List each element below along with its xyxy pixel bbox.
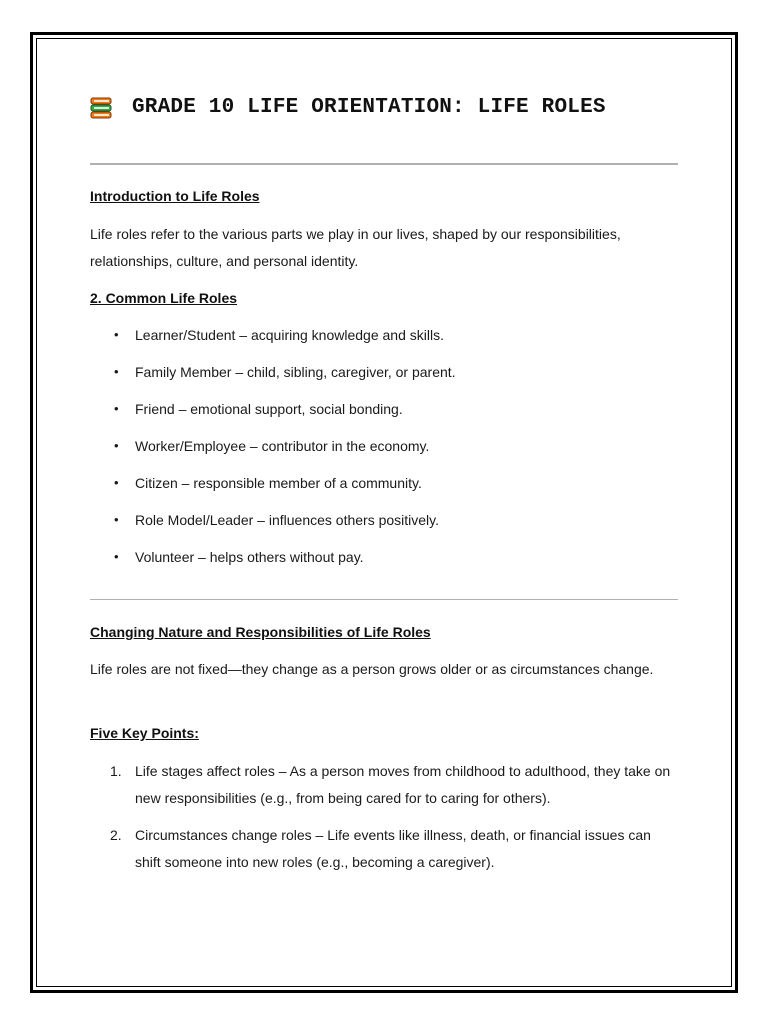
list-item-text: Life stages affect roles – As a person moves from childhood to adulthood, they take on new responsibilities (e.g., from being cared for to caring for others). (135, 763, 671, 806)
section-heading-changing-roles: Changing Nature and Responsibilities of Life Roles (90, 624, 431, 640)
list-item: • Family Member – child, sibling, caregiver, or parent. (90, 359, 456, 396)
list-number: 1. (110, 763, 122, 779)
section-heading-common-roles: 2. Common Life Roles (90, 290, 238, 306)
key-points-list (90, 758, 680, 886)
list-item-text: Circumstances change roles – Life events like illness, death, or financial issues can shift someone into new roles (e.g., becoming a caregiver). (135, 827, 651, 870)
list-item: • Learner/Student – acquiring knowledge and skills. (90, 322, 456, 359)
list-item: • Worker/Employee – contributor in the economy. (90, 433, 456, 470)
intro-paragraph: Life roles refer to the various parts we play in our lives, shaped by our responsibilities, relationships, culture, and personal identity. (90, 226, 621, 269)
page-title: GRADE 10 LIFE ORIENTATION: LIFE ROLES (132, 96, 606, 119)
divider (90, 163, 678, 165)
list-item: • Friend – emotional support, social bonding. (90, 396, 456, 433)
section-heading-intro: Introduction to Life Roles (90, 188, 260, 204)
divider (90, 599, 678, 600)
title-row (90, 96, 606, 119)
list-item (90, 758, 680, 812)
list-item (90, 822, 680, 876)
common-roles-list (90, 322, 456, 581)
list-item: • Role Model/Leader – influences others positively. (90, 507, 456, 544)
list-item: • Citizen – responsible member of a community. (90, 470, 456, 507)
list-item: • Volunteer – helps others without pay. (90, 544, 456, 581)
book-stack-icon (90, 97, 112, 119)
list-number: 2. (110, 827, 122, 843)
subheading-key-points: Five Key Points: (90, 725, 199, 741)
changing-roles-paragraph: Life roles are not fixed—they change as a person grows older or as circumstances change. (90, 661, 654, 677)
